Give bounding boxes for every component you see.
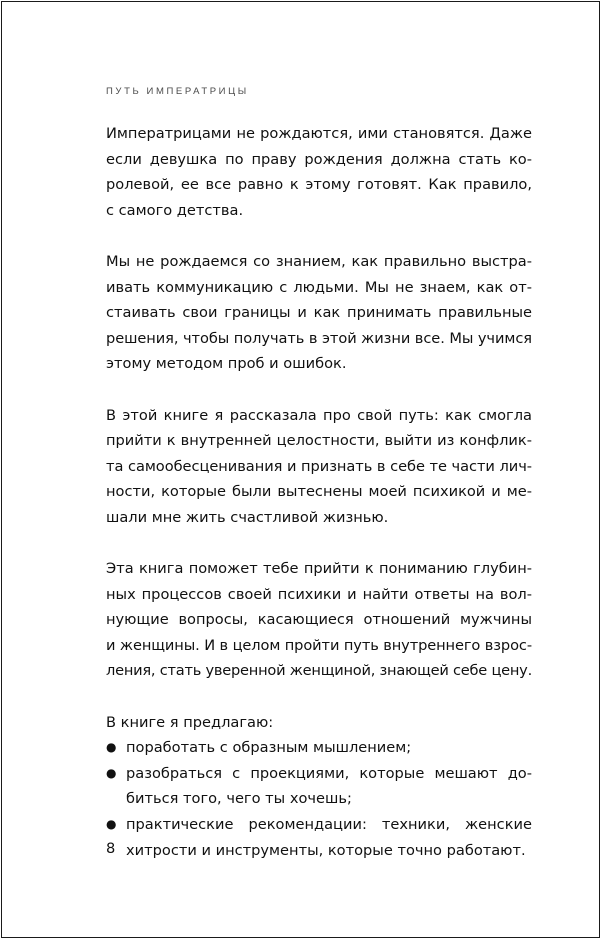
bullet-icon: ● bbox=[106, 740, 117, 755]
text-line: шали мне жить счастливой жизнью. bbox=[106, 508, 389, 526]
text-line: Эта книга поможет тебе прийти к пониманию глубин- bbox=[106, 560, 532, 578]
text-line: решения, чтобы получать в этой жизни все. Мы учимся bbox=[106, 329, 532, 347]
page-number: 8 bbox=[106, 840, 116, 857]
text-line: ления, стать уверенной женщиной, знающей себе цену. bbox=[106, 662, 532, 680]
text-line: практические рекомендации: техники, женские bbox=[126, 816, 532, 834]
text-line: с самого детства. bbox=[106, 201, 244, 219]
text-line: Императрицами не рождаются, ими становятся. Даже bbox=[106, 125, 532, 142]
paragraph-gap bbox=[106, 531, 532, 557]
text-line: хитрости и инструменты, которые точно работают. bbox=[126, 841, 526, 859]
paragraph-gap bbox=[106, 684, 532, 710]
list-item bbox=[106, 735, 532, 761]
book-page bbox=[1, 1, 600, 938]
text-line: стаивать свои границы и как принимать правильные bbox=[106, 304, 532, 322]
body-text bbox=[106, 121, 532, 863]
list-intro bbox=[106, 710, 532, 736]
text-line: прийти к внутренней целостности, выйти из конфлик- bbox=[106, 432, 532, 450]
bullet-icon: ● bbox=[106, 765, 117, 780]
paragraph-gap bbox=[106, 223, 532, 249]
text-line: Мы не рождаемся со знанием, как правильно выстра- bbox=[106, 252, 532, 270]
text-line: ролевой, ее все равно к этому готовят. Как правило, bbox=[106, 176, 532, 194]
text-line: этому методом проб и ошибок. bbox=[106, 355, 347, 373]
text-line: разобраться с проекциями, которые мешают до- bbox=[126, 764, 532, 782]
paragraph-2 bbox=[106, 249, 532, 377]
text-line: поработать с образным мышлением; bbox=[126, 739, 412, 757]
paragraph-4 bbox=[106, 556, 532, 684]
bullet-icon: ● bbox=[106, 817, 117, 832]
list-item bbox=[106, 761, 532, 812]
bullet-list bbox=[106, 735, 532, 863]
paragraph-3 bbox=[106, 403, 532, 531]
text-line: ивать коммуникацию с людьми. Мы не знаем, как от- bbox=[106, 278, 532, 296]
text-line: нующие вопросы, касающиеся отношений мужчины bbox=[106, 611, 532, 629]
paragraph-gap bbox=[106, 377, 532, 403]
paragraph-1 bbox=[106, 121, 532, 223]
list-item bbox=[106, 812, 532, 863]
text-line: та самообесценивания и признать в себе те части лич- bbox=[106, 457, 532, 475]
text-line: ности, которые были вытеснены моей психикой и ме- bbox=[106, 483, 532, 501]
text-line: ных процессов своей психики и найти ответы на вол- bbox=[106, 585, 532, 603]
text-line: В книге я предлагаю: bbox=[106, 713, 274, 731]
text-line: и женщины. И в целом пройти путь внутреннего взрос- bbox=[106, 636, 532, 654]
text-line: биться того, чего ты хочешь; bbox=[126, 790, 352, 808]
text-line: В этой книге я рассказала про свой путь: как смогла bbox=[106, 406, 532, 424]
running-head: ПУТЬ ИМПЕРАТРИЦЫ bbox=[106, 86, 249, 97]
text-line: если девушка по праву рождения должна стать ко- bbox=[106, 150, 532, 168]
